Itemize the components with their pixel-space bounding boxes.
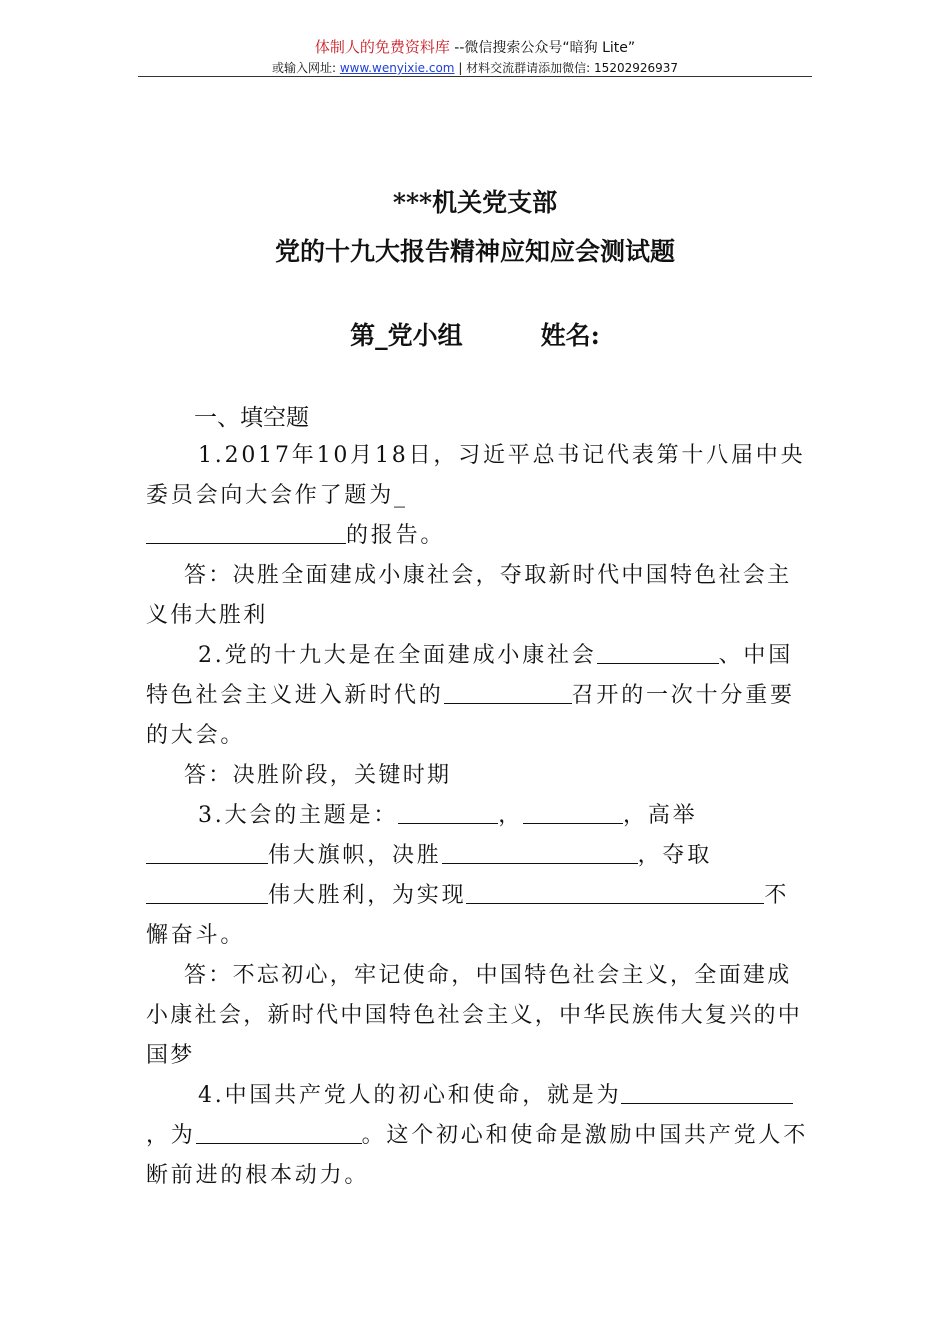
section-title: 一、填空题: [194, 405, 309, 431]
answer-blank[interactable]: [146, 521, 346, 544]
group-name-line: [0, 316, 950, 352]
header-divider: [138, 76, 812, 77]
question-1: [146, 436, 810, 556]
answer-2: 答：决胜阶段，关键时期: [184, 763, 452, 788]
answer-blank[interactable]: [196, 1121, 362, 1144]
answer-blank[interactable]: [146, 841, 268, 864]
answer-3: 答：不忘初心，牢记使命，中国特色社会主义，全面建成小康社会，新时代中国特色社会主义，中华民族伟大复兴的中国梦: [146, 963, 803, 1068]
q3-text-a: 3.大会的主题是：: [198, 803, 399, 828]
website-link[interactable]: www.wenyixie.com: [339, 61, 455, 75]
q4-text-b: ，为: [146, 1123, 196, 1148]
url-suffix: | 材料交流群请添加微信: 15202926937: [458, 61, 679, 75]
header-line-2: [138, 59, 812, 77]
answer-blank[interactable]: [398, 801, 498, 824]
url-prefix: 或输入网址:: [271, 61, 337, 75]
q3-text-g: 不懈奋斗。: [146, 883, 790, 948]
q1-text-a: 1.2017年10月18日，习近平总书记代表第十八届中央委员会向大会作了题为_: [146, 443, 806, 508]
answer-blank[interactable]: [466, 881, 764, 904]
group-label: 第_党小组: [350, 321, 463, 350]
q2-text-b: 、中国特色社会主义进入新时代的: [146, 643, 793, 708]
answer-blank[interactable]: [621, 1081, 793, 1104]
q4-text-c: 。这个初心和使命是激励中国共产党人不断前进的根本动力。: [146, 1123, 809, 1188]
q3-text-b: ，: [498, 803, 524, 828]
question-4: [146, 1076, 810, 1196]
header-line-1: [138, 38, 812, 57]
answer-blank[interactable]: [597, 641, 719, 664]
answer-blank[interactable]: [146, 881, 268, 904]
answer-1: 答：决胜全面建成小康社会，夺取新时代中国特色社会主义伟大胜利: [146, 563, 792, 628]
q2-text-a: 2.党的十九大是在全面建成小康社会: [198, 643, 597, 668]
question-2: [146, 636, 810, 756]
q2-text-c: 召开的一次十分重要的大会。: [146, 683, 795, 748]
name-label: 姓名:: [540, 321, 600, 350]
answer-blank[interactable]: [442, 841, 638, 864]
q4-text-a: 4.中国共产党人的初心和使命，就是为: [198, 1083, 622, 1108]
q3-text-c: ，高举: [623, 803, 698, 828]
question-body: [146, 436, 810, 1196]
answer-blank[interactable]: [523, 801, 623, 824]
q3-text-f: 伟大胜利，为实现: [268, 883, 467, 908]
brand-suffix: --微信搜索公众号“暗狗 Lite”: [454, 40, 636, 56]
q3-text-e: ，夺取: [637, 843, 713, 868]
answer-blank[interactable]: [444, 681, 572, 704]
doc-title-line-2: 党的十九大报告精神应知应会测试题: [274, 237, 675, 266]
page-header: [138, 38, 812, 77]
q1-text-b: 的报告。: [346, 523, 446, 548]
doc-title-line-1: ***机关党支部: [392, 188, 558, 217]
brand-text: 体制人的免费资料库: [314, 38, 450, 56]
question-3: [146, 796, 810, 956]
q3-text-d: 伟大旗帜，决胜: [268, 843, 442, 868]
